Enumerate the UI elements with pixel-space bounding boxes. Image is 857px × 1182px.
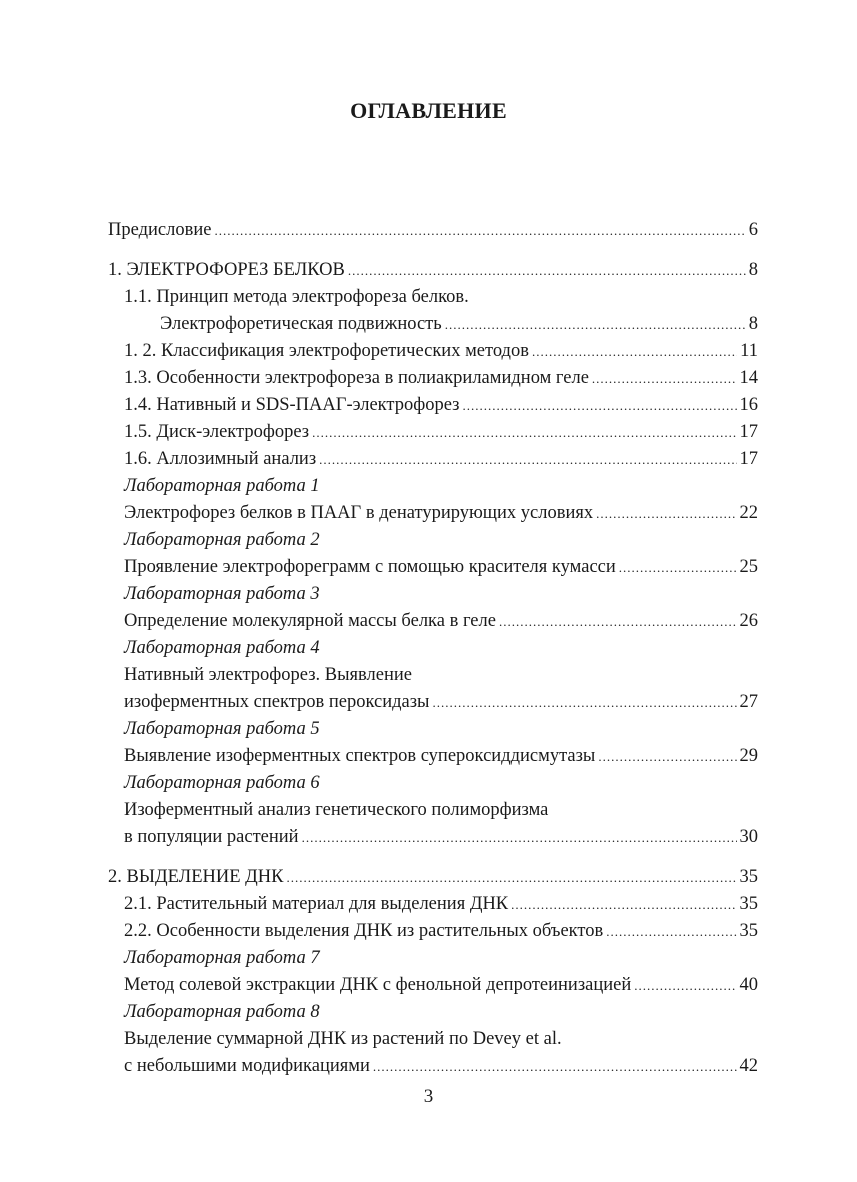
toc-entry-1-6[interactable] — [108, 446, 758, 473]
entry-page: 30 — [739, 827, 758, 847]
dot-leader — [445, 311, 746, 338]
toc-entry-lab-1[interactable] — [108, 500, 758, 527]
dot-leader — [286, 864, 736, 891]
dot-leader — [432, 689, 736, 716]
entry-page: 22 — [739, 503, 758, 523]
page-number: 3 — [423, 1086, 434, 1107]
lab-label: Лабораторная работа 2 — [124, 530, 320, 550]
dot-leader — [532, 338, 737, 365]
toc-entry-lab-3[interactable] — [108, 608, 758, 635]
toc-entry-1-4[interactable] — [108, 392, 758, 419]
entry-page: 11 — [740, 341, 758, 361]
toc-entry-lab-5[interactable] — [108, 743, 758, 770]
dot-leader — [462, 392, 736, 419]
toc-entry-lab-7[interactable] — [108, 972, 758, 999]
dot-leader — [598, 743, 736, 770]
entry-page: 14 — [739, 368, 758, 388]
entry-text: 1.6. Аллозимный анализ — [124, 449, 317, 469]
entry-page: 42 — [739, 1056, 758, 1076]
dot-leader — [596, 500, 736, 527]
entry-page: 35 — [739, 921, 758, 941]
entry-page: 6 — [748, 220, 758, 240]
entry-text: 2. ВЫДЕЛЕНИЕ ДНК — [108, 867, 284, 887]
dot-leader — [592, 365, 737, 392]
table-of-contents — [108, 217, 758, 1080]
entry-text: 2.1. Растительный материал для выделения ДНК — [124, 894, 509, 914]
lab-label: Лабораторная работа 7 — [124, 948, 320, 968]
dot-leader — [619, 554, 737, 581]
toc-entry-lab-6[interactable] — [108, 824, 758, 851]
dot-leader — [634, 972, 736, 999]
lab-label: Лабораторная работа 6 — [124, 773, 320, 793]
entry-page: 8 — [748, 260, 758, 280]
entry-page: 40 — [739, 975, 758, 995]
entry-text: 1. 2. Классификация электрофоретических методов — [124, 341, 529, 361]
entry-text: Электрофоретическая подвижность — [160, 314, 442, 334]
entry-page: 16 — [739, 395, 758, 415]
entry-page: 17 — [739, 422, 758, 442]
entry-text: Определение молекулярной массы белка в геле — [124, 611, 496, 631]
page-title: ОГЛАВЛЕНИЕ — [350, 98, 507, 123]
toc-entry-chapter-1[interactable] — [108, 257, 758, 284]
toc-entry-lab-8[interactable] — [108, 1053, 758, 1080]
toc-entry-lab-2[interactable] — [108, 554, 758, 581]
entry-page: 26 — [739, 611, 758, 631]
toc-entry-lab-4[interactable] — [108, 689, 758, 716]
toc-entry-1-2[interactable] — [108, 338, 758, 365]
entry-text: с небольшими модификациями — [124, 1056, 370, 1076]
entry-page: 17 — [739, 449, 758, 469]
lab-label: Лабораторная работа 8 — [124, 1002, 320, 1022]
dot-leader — [373, 1053, 737, 1080]
toc-entry-2-1[interactable] — [108, 891, 758, 918]
toc-entry-1-3[interactable] — [108, 365, 758, 392]
entry-text: 1. ЭЛЕКТРОФОРЕЗ БЕЛКОВ — [108, 260, 345, 280]
toc-entry-2-2[interactable] — [108, 918, 758, 945]
toc-entry-chapter-2[interactable] — [108, 864, 758, 891]
entry-text: Метод солевой экстракции ДНК с фенольной депротеинизацией — [124, 975, 632, 995]
lab-label: Лабораторная работа 1 — [124, 476, 320, 496]
entry-page: 25 — [739, 557, 758, 577]
dot-leader — [312, 419, 736, 446]
entry-text: 1.4. Нативный и SDS-ПААГ-электрофорез — [124, 395, 460, 415]
dot-leader — [302, 824, 737, 851]
dot-leader — [348, 257, 746, 284]
entry-page: 35 — [739, 894, 758, 914]
entry-page: 35 — [739, 867, 758, 887]
lab-label: Лабораторная работа 3 — [124, 584, 320, 604]
toc-entry-lab-4-line1: Нативный электрофорез. Выявление — [124, 665, 412, 685]
entry-page: 27 — [739, 692, 758, 712]
dot-leader — [499, 608, 737, 635]
entry-text: в популяции растений — [124, 827, 299, 847]
entry-text: Проявление электрофореграмм с помощью красителя кумасси — [124, 557, 616, 577]
toc-entry-lab-6-line1: Изоферментный анализ генетического полиморфизма — [124, 800, 549, 820]
entry-text: Электрофорез белков в ПААГ в денатурирующих условиях — [124, 503, 594, 523]
entry-text: 1.3. Особенности электрофореза в полиакриламидном геле — [124, 368, 589, 388]
lab-label: Лабораторная работа 4 — [124, 638, 320, 658]
entry-text: Предисловие — [108, 220, 212, 240]
entry-page: 29 — [739, 746, 758, 766]
entry-text: 2.2. Особенности выделения ДНК из растительных объектов — [124, 921, 604, 941]
entry-page: 8 — [748, 314, 758, 334]
dot-leader — [511, 891, 736, 918]
entry-text: изоферментных спектров пероксидазы — [124, 692, 430, 712]
toc-entry-preface[interactable] — [108, 217, 758, 244]
dot-leader — [319, 446, 736, 473]
toc-entry-1-1[interactable] — [108, 311, 758, 338]
toc-entry-1-1-line1: 1.1. Принцип метода электрофореза белков. — [124, 287, 469, 307]
lab-label: Лабораторная работа 5 — [124, 719, 320, 739]
toc-entry-lab-8-line1: Выделение суммарной ДНК из растений по Devey et al. — [124, 1029, 562, 1049]
entry-text: Выявление изоферментных спектров супероксиддисмутазы — [124, 746, 596, 766]
entry-text: 1.5. Диск-электрофорез — [124, 422, 310, 442]
dot-leader — [214, 217, 745, 244]
toc-entry-1-5[interactable] — [108, 419, 758, 446]
dot-leader — [606, 918, 736, 945]
